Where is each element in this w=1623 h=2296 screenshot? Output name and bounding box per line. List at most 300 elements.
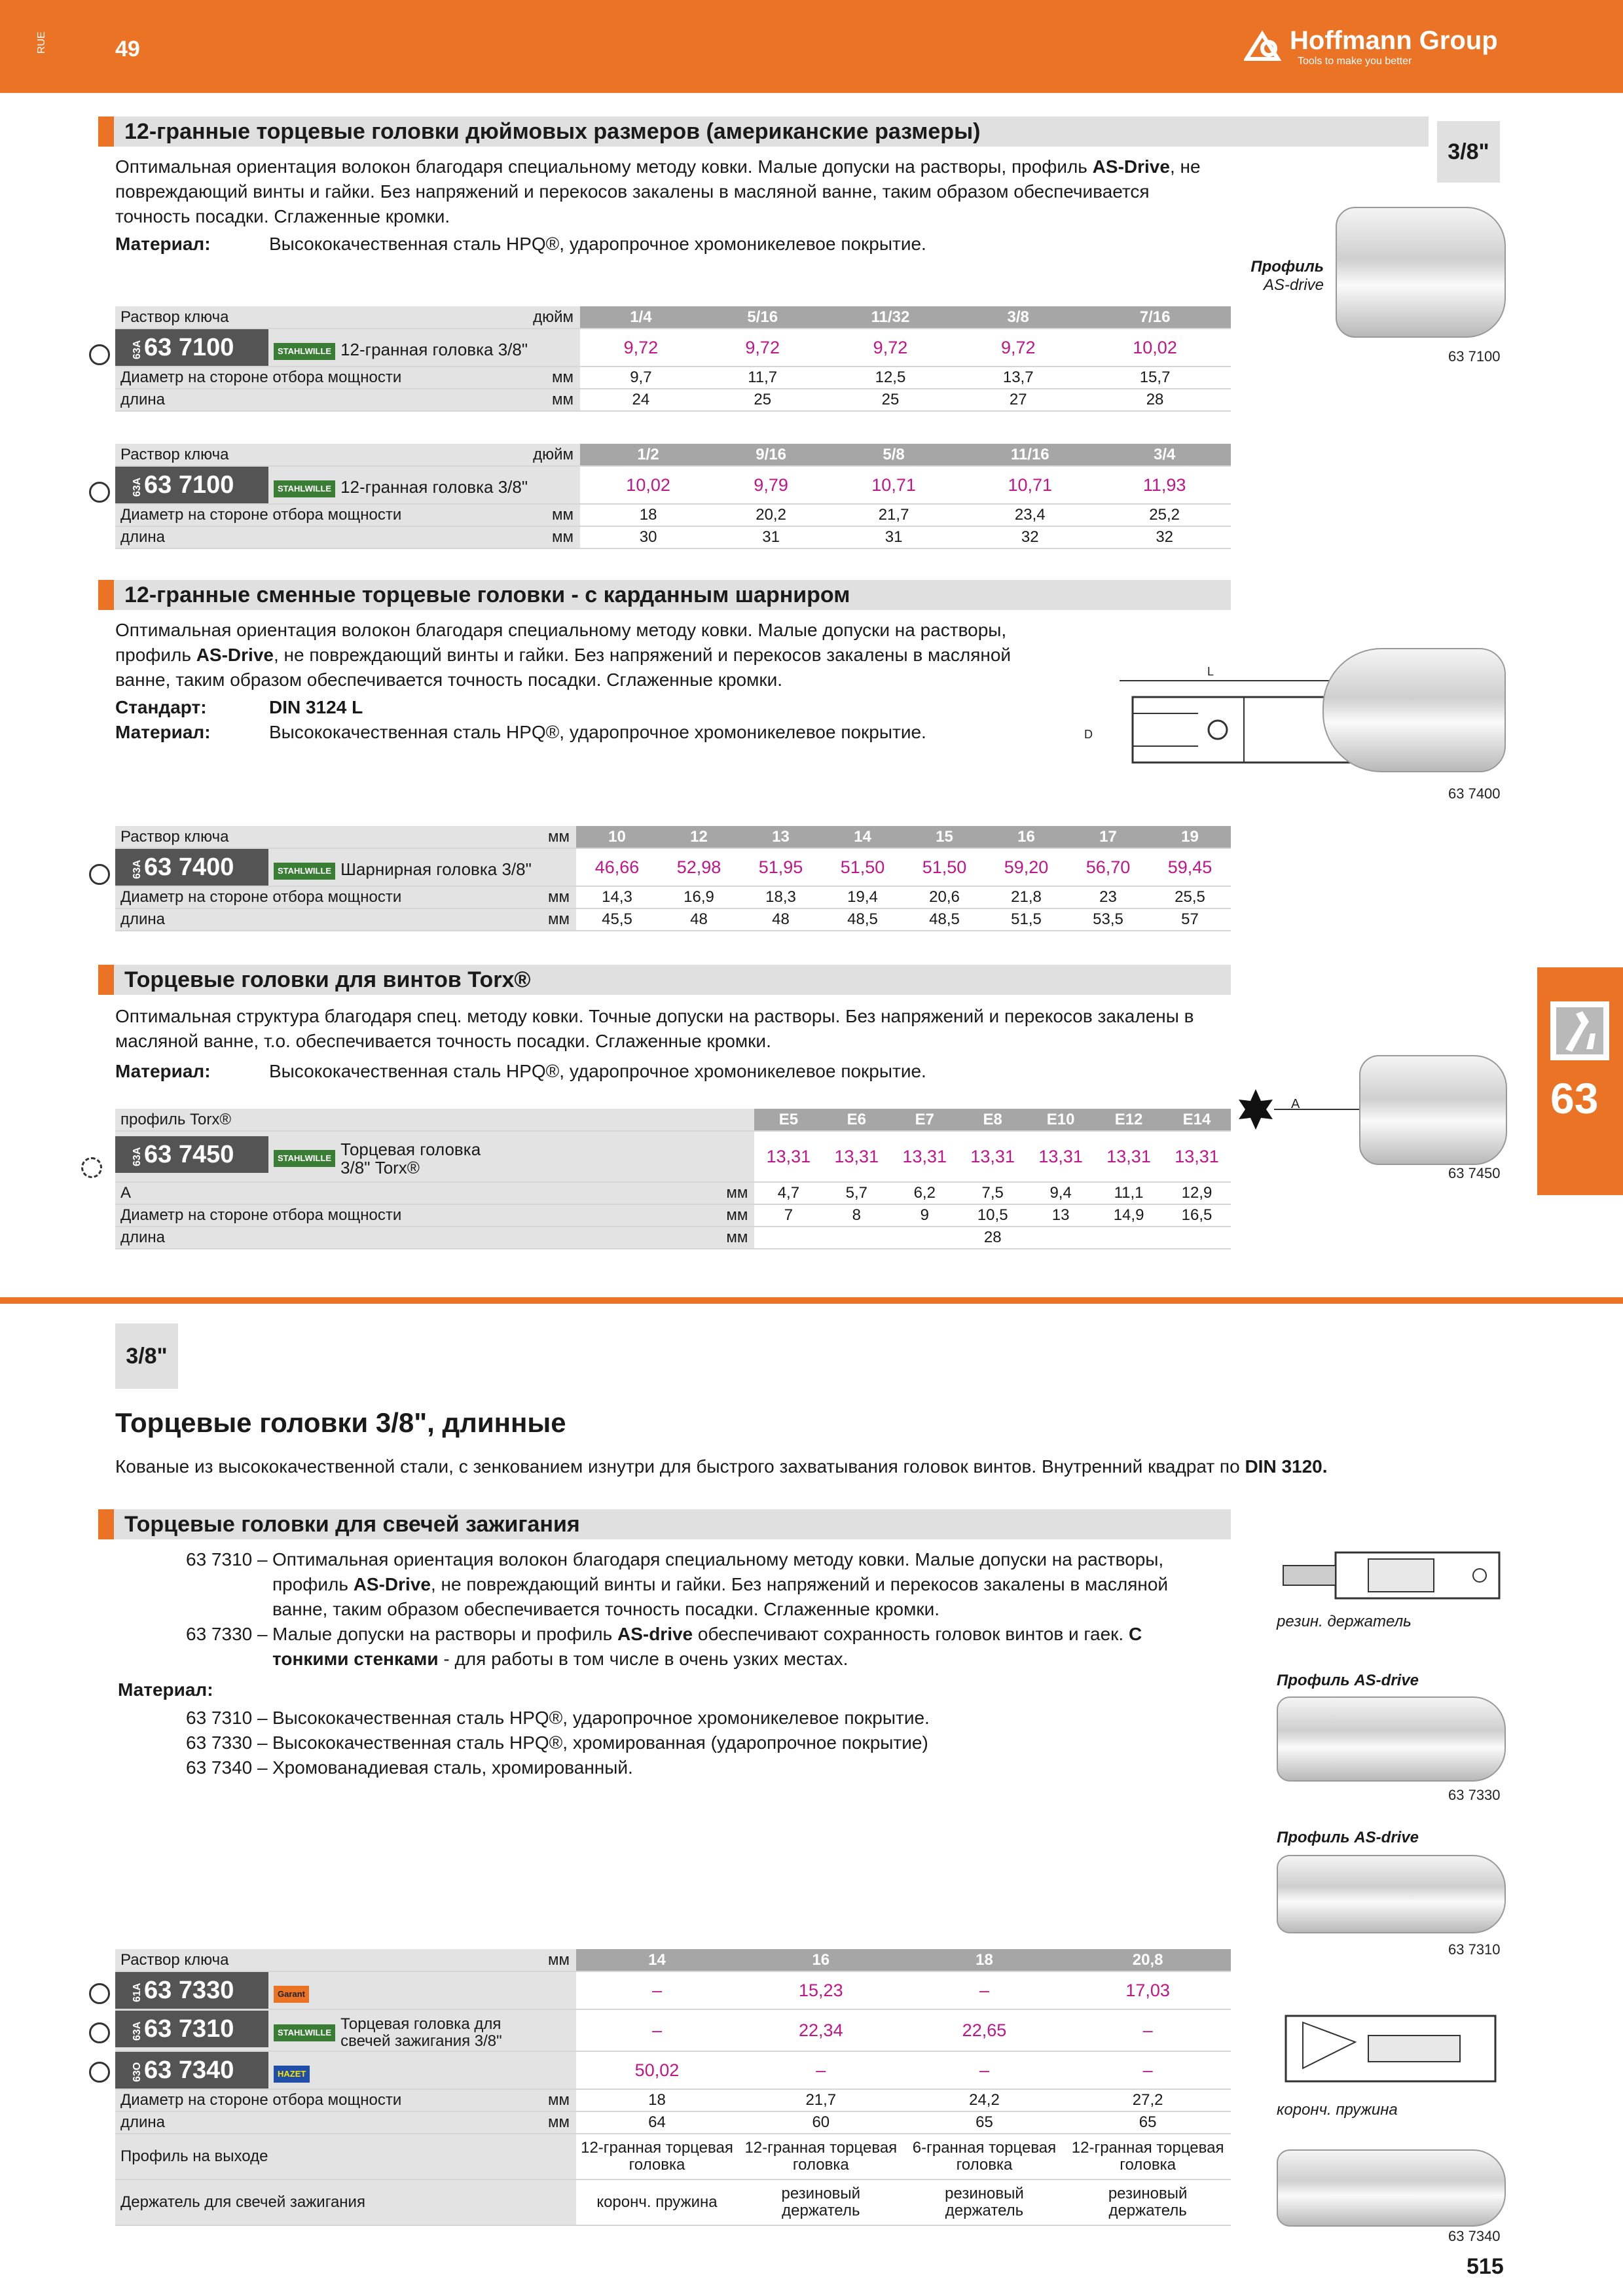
section1-title: 12-гранные торцевые головки дюймовых размеров (американские размеры) — [98, 117, 1429, 147]
table-cell: Раствор ключа — [115, 1949, 456, 1971]
image-caption: 63 7340 — [1448, 2228, 1501, 2244]
text-span: AS-Drive — [1092, 156, 1170, 177]
table-cell: 12-гранная торцевая головка — [576, 2134, 738, 2179]
table-cell: резиновый держатель — [1065, 2179, 1231, 2225]
table-cell: 15,23 — [738, 1971, 904, 2009]
table-cell: 24 — [580, 389, 702, 411]
table-cell: 64 — [576, 2111, 738, 2134]
text-span: , не повреждающий винты и гайки. Без напряжений и перекосов закалены в масляной ванне, таким образом обеспечивается точность посадки. Сглаженные кромки. — [115, 645, 1012, 690]
table-cell: 51,5 — [985, 908, 1067, 931]
product-image-637310 — [1277, 1855, 1506, 1933]
text-span: Малые допуски на растворы и профиль — [272, 1624, 617, 1644]
drive-size-badge: 3/8" — [115, 1323, 178, 1389]
table-cell: мм — [456, 908, 576, 931]
table-cell: 10 — [576, 826, 658, 848]
table-cell: 20,2 — [716, 504, 826, 526]
section1-material — [115, 232, 926, 257]
table-cell: 10,02 — [580, 466, 716, 504]
table-cell: 56,70 — [1067, 848, 1149, 886]
text-span: AS-drive — [1263, 276, 1324, 294]
table-cell: – — [738, 2051, 904, 2089]
image-caption: 63 7100 — [1448, 348, 1501, 365]
section2-description — [115, 618, 1058, 692]
text-span: 61A — [132, 1982, 143, 2002]
text-span: С тонкими стенками — [272, 1624, 1142, 1669]
table-cell: 13,31 — [1095, 1131, 1163, 1182]
table-cell: мм — [456, 367, 580, 389]
text-span: , не повреждающий винты и гайки. Без напряжений и перекосов закалены в масляной ванне, таким образом обеспечивается точность посадки. Сглаженные кромки. — [115, 156, 1201, 226]
table-cell: 30 — [580, 526, 716, 548]
text-span: 63 7330 – — [186, 1624, 268, 1644]
table-cell: 17 — [1067, 826, 1149, 848]
section4-title: Торцевые головки для свечей зажигания — [98, 1509, 1231, 1539]
text-span: Шарнирная головка 3/8" — [340, 859, 532, 879]
text-span: DIN 3120. — [1245, 1456, 1328, 1477]
table-cell: 13,31 — [822, 1131, 890, 1182]
table-cell: 51,95 — [740, 848, 822, 886]
table-cell: мм — [456, 2089, 576, 2111]
brand-logo-stahlwille: STAHLWILLE — [274, 2024, 335, 2041]
text-span: AS-Drive — [353, 1574, 431, 1594]
text-span: 63A — [132, 340, 143, 359]
table-cell: 52,98 — [658, 848, 740, 886]
text-span: Высококачественная сталь HPQ®, ударопрочное хромоникелевое покрытие. — [272, 1708, 930, 1728]
section2-specs — [115, 695, 926, 745]
table-cell: E12 — [1095, 1109, 1163, 1131]
table-cell: 9,79 — [716, 466, 826, 504]
text-span: 63 7310 – — [186, 1549, 268, 1570]
text-span: Высококачественная сталь HPQ®, ударопрочное хромоникелевое покрытие. — [269, 1061, 926, 1081]
table-cell: 57 — [1149, 908, 1231, 931]
product-image-637330 — [1277, 1696, 1506, 1782]
text-span: обеспечивают сохранность головок винтов и гаек. — [693, 1624, 1129, 1644]
table-cell: E5 — [754, 1109, 822, 1131]
section1-description — [115, 154, 1228, 229]
table-cell: 9/16 — [716, 444, 826, 466]
table-cell: 51,50 — [903, 848, 985, 886]
table-cell: 11,93 — [1098, 466, 1231, 504]
table-cell: 13 — [1027, 1204, 1095, 1227]
section3-description: Оптимальная структура благодаря спец. методу ковки. Точные допуски на растворы. Без напряжений и перекосов закалены в масляной ванне, т.о. обеспечивается точность посадки. Сглаженные кромки. — [115, 1006, 1194, 1051]
table-cell: 13,7 — [957, 367, 1079, 389]
table-cell: Диаметр на стороне отбора мощности — [115, 2089, 456, 2111]
table-cell: 53,5 — [1067, 908, 1149, 931]
text-span: 63 7340 — [144, 2056, 234, 2084]
table-cell: 9,72 — [702, 329, 824, 367]
table-cell: 31 — [716, 526, 826, 548]
text-span: Материал: — [115, 722, 211, 742]
rubber-holder-drawing — [1277, 1539, 1506, 1611]
page-number-top: 49 — [115, 37, 140, 62]
text-span: 63A — [132, 1147, 143, 1167]
select-circle[interactable] — [89, 1983, 110, 2004]
profile-label: Профиль AS-drive — [1277, 1672, 1419, 1689]
table-cell: 7,5 — [958, 1182, 1027, 1204]
table-cell: мм — [456, 389, 580, 411]
table-cell: коронч. пружина — [576, 2179, 738, 2225]
brand-logo-stahlwille: STAHLWILLE — [274, 480, 335, 497]
text-span: 63 7330 – — [186, 1732, 268, 1753]
text-span: 63 7340 – — [186, 1757, 268, 1778]
table-cell: 65 — [1065, 2111, 1231, 2134]
table-cell: 18,3 — [740, 886, 822, 908]
section-divider — [0, 1297, 1623, 1304]
section3-material — [115, 1059, 926, 1084]
product-image-637100 — [1336, 207, 1506, 338]
text-span: 63 7310 – — [186, 1708, 268, 1728]
text-span: 63 7310 — [144, 2015, 234, 2043]
table-cell: 13,31 — [890, 1131, 958, 1182]
torx-select-icon[interactable] — [81, 1157, 102, 1178]
table-cell: 10,71 — [826, 466, 962, 504]
table-cell: 28 — [754, 1227, 1231, 1249]
table-cell: длина — [115, 389, 456, 411]
article-number[interactable] — [115, 1972, 268, 2009]
table-cell: 12,5 — [824, 367, 958, 389]
caption-rubber-holder: резин. держатель — [1277, 1613, 1412, 1630]
caption-spring-holder: коронч. пружина — [1277, 2101, 1398, 2119]
text-span: 63 7100 — [144, 334, 234, 361]
table-cell: дюйм — [456, 444, 580, 466]
table-cell — [115, 848, 576, 886]
table-cell: 4,7 — [754, 1182, 822, 1204]
table-cell: дюйм — [456, 306, 580, 329]
price-table-637100-b — [115, 444, 1231, 549]
article-number[interactable] — [115, 329, 268, 366]
table-cell: 11,7 — [702, 367, 824, 389]
table-cell: 9,4 — [1027, 1182, 1095, 1204]
table-cell: 23,4 — [962, 504, 1098, 526]
text-span: Оптимальная ориентация волокон благодаря специальному методу ковки. Малые допуски на растворы, профиль — [115, 620, 1007, 665]
brand-logo-garant: Garant — [274, 1986, 309, 2003]
article-number[interactable] — [115, 1136, 268, 1173]
select-circle[interactable] — [89, 482, 110, 503]
table-cell: 13 — [740, 826, 822, 848]
table-cell: Диаметр на стороне отбора мощности — [115, 367, 456, 389]
text-span: 63 7400 — [144, 853, 234, 881]
table-cell: мм — [693, 1227, 754, 1249]
table-cell: длина — [115, 526, 456, 548]
table-cell: E6 — [822, 1109, 890, 1131]
page-number: 515 — [1467, 2254, 1504, 2279]
table-cell: 15,7 — [1079, 367, 1231, 389]
table-cell: резиновый держатель — [738, 2179, 904, 2225]
table-cell: 12-гранная торцевая головка — [1065, 2134, 1231, 2179]
table-cell: 31 — [826, 526, 962, 548]
table-cell: 48,5 — [903, 908, 985, 931]
article-number[interactable] — [115, 2011, 268, 2047]
table-cell — [115, 466, 580, 504]
text-span: DIN 3124 L — [269, 697, 363, 717]
profile-label: Профиль AS-drive — [1277, 1829, 1419, 1846]
text-span: Торцевая головка 3/8" Torx® — [340, 1139, 481, 1177]
text-span: Стандарт: — [115, 697, 207, 717]
text-span: 63O — [132, 2062, 143, 2082]
text-span: Кованые из высококачественной стали, с зенкованием изнутри для быстрого захватывания головок винтов. Внутренний квадрат по — [115, 1456, 1245, 1477]
brand-logo — [1244, 26, 1498, 67]
text-span: Материал: — [115, 234, 211, 254]
table-cell: 23 — [1067, 886, 1149, 908]
table-cell: E14 — [1163, 1109, 1231, 1131]
table-cell: Держатель для свечей зажигания — [115, 2179, 576, 2225]
image-caption: 63 7310 — [1448, 1941, 1501, 1958]
table-cell: 17,03 — [1065, 1971, 1231, 2009]
table-cell: Раствор ключа — [115, 306, 456, 329]
table-cell: – — [1065, 2009, 1231, 2051]
section4-heading: Торцевые головки 3/8", длинные — [115, 1407, 566, 1438]
product-image-637340 — [1277, 2149, 1506, 2227]
text-span: - для работы в том числе в очень узких местах. — [438, 1649, 848, 1669]
text-span: Высококачественная сталь HPQ®, хромированная (ударопрочное покрытие) — [272, 1732, 928, 1753]
table-cell: 1/2 — [580, 444, 716, 466]
table-cell: 10,02 — [1079, 329, 1231, 367]
table-cell: 7/16 — [1079, 306, 1231, 329]
table-cell: 48,5 — [822, 908, 903, 931]
table-cell: длина — [115, 908, 456, 931]
tools-icon — [1550, 1001, 1609, 1060]
table-cell: 20,8 — [1065, 1949, 1231, 1971]
section4-intro — [115, 1454, 1556, 1479]
table-cell: 9,72 — [957, 329, 1079, 367]
table-cell: 48 — [658, 908, 740, 931]
select-circle[interactable] — [89, 2062, 110, 2083]
price-table-spark-plug — [115, 1949, 1231, 2226]
dim-L-label: L — [1207, 665, 1214, 678]
table-cell: – — [904, 1971, 1065, 2009]
text-span: 63A — [132, 2021, 143, 2041]
table-cell: 5/8 — [826, 444, 962, 466]
table-cell: 16 — [738, 1949, 904, 1971]
text-span: Хромованадиевая сталь, хромированный. — [272, 1757, 633, 1778]
table-cell: длина — [115, 2111, 456, 2134]
table-cell: 5/16 — [702, 306, 824, 329]
table-cell: мм — [456, 886, 576, 908]
table-cell: 11/32 — [824, 306, 958, 329]
hoffmann-logo-icon — [1244, 30, 1290, 63]
table-cell: A — [115, 1182, 693, 1204]
table-cell: 18 — [576, 2089, 738, 2111]
table-cell: 59,45 — [1149, 848, 1231, 886]
table-cell: мм — [456, 1949, 576, 1971]
table-cell: 10,5 — [958, 1204, 1027, 1227]
table-cell: 46,66 — [576, 848, 658, 886]
section4-descriptions — [186, 1547, 1214, 1672]
text-span: AS-Drive — [196, 645, 274, 665]
table-cell: 19,4 — [822, 886, 903, 908]
table-cell — [115, 2009, 576, 2051]
section2-title: 12-гранные сменные торцевые головки - с карданным шарниром — [98, 580, 1231, 610]
table-cell: 9,72 — [824, 329, 958, 367]
table-cell: 48 — [740, 908, 822, 931]
table-cell: 11,1 — [1095, 1182, 1163, 1204]
table-cell: 7 — [754, 1204, 822, 1227]
table-cell: Диаметр на стороне отбора мощности — [115, 504, 456, 526]
table-cell — [115, 1971, 576, 2009]
table-cell: 21,8 — [985, 886, 1067, 908]
table-cell: длина — [115, 1227, 693, 1249]
table-cell — [115, 2051, 576, 2089]
dim-D-label: D — [1084, 728, 1093, 741]
text-span: Материал: — [115, 1061, 211, 1081]
price-table-637100-a — [115, 306, 1231, 412]
brand-logo-hazet: HAZET — [274, 2066, 310, 2083]
table-cell: 3/8 — [957, 306, 1079, 329]
text-span: Высококачественная сталь HPQ®, ударопрочное хромоникелевое покрытие. — [269, 722, 926, 742]
table-cell: мм — [693, 1182, 754, 1204]
table-cell: мм — [456, 504, 580, 526]
text-span: Оптимальная ориентация волокон благодаря специальному методу ковки. Малые допуски на растворы, профиль — [115, 156, 1093, 177]
brand-logo-stahlwille: STAHLWILLE — [274, 1150, 335, 1167]
profile-label — [1236, 258, 1324, 295]
table-cell: 13,31 — [1027, 1131, 1095, 1182]
table-cell: 10,71 — [962, 466, 1098, 504]
brand-logo-stahlwille: STAHLWILLE — [274, 343, 335, 360]
table-cell: 12 — [658, 826, 740, 848]
table-cell: 16 — [985, 826, 1067, 848]
table-cell: 51,50 — [822, 848, 903, 886]
table-cell: 16,5 — [1163, 1204, 1231, 1227]
text-span: AS-drive — [617, 1624, 693, 1644]
text-span: 12-гранная головка 3/8" — [340, 340, 528, 359]
table-cell: 1/4 — [580, 306, 702, 329]
select-circle[interactable] — [89, 864, 110, 885]
table-cell: 21,7 — [738, 2089, 904, 2111]
table-cell: 50,02 — [576, 2051, 738, 2089]
table-cell — [115, 329, 580, 367]
table-cell: 28 — [1079, 389, 1231, 411]
table-cell: резиновый держатель — [904, 2179, 1065, 2225]
table-cell: 27,2 — [1065, 2089, 1231, 2111]
table-cell: профиль Torx® — [115, 1109, 754, 1131]
table-cell: 59,20 — [985, 848, 1067, 886]
table-cell: Раствор ключа — [115, 444, 456, 466]
table-cell: 14,9 — [1095, 1204, 1163, 1227]
text-span: Высококачественная сталь HPQ®, ударопрочное хромоникелевое покрытие. — [269, 234, 926, 254]
table-cell: 24,2 — [904, 2089, 1065, 2111]
table-cell: – — [904, 2051, 1065, 2089]
table-cell: – — [576, 1971, 738, 2009]
table-cell: 8 — [822, 1204, 890, 1227]
spring-holder-drawing — [1277, 2003, 1506, 2094]
table-cell: 11/16 — [962, 444, 1098, 466]
table-cell: 60 — [738, 2111, 904, 2134]
image-caption: 63 7450 — [1448, 1165, 1501, 1181]
section4-materials — [186, 1706, 1214, 1780]
drive-size-badge: 3/8" — [1437, 121, 1500, 183]
language-code: RUE — [36, 31, 47, 54]
select-circle[interactable] — [89, 344, 110, 365]
table-cell: E8 — [958, 1109, 1027, 1131]
table-cell: 18 — [580, 504, 716, 526]
table-cell: Профиль на выходе — [115, 2134, 576, 2179]
brand-tagline: Tools to make you better — [1298, 56, 1412, 67]
table-cell: 12,9 — [1163, 1182, 1231, 1204]
table-cell: мм — [456, 826, 576, 848]
table-cell: 3/4 — [1098, 444, 1231, 466]
table-cell: мм — [456, 2111, 576, 2134]
table-cell: 25,5 — [1149, 886, 1231, 908]
table-cell: Раствор ключа — [115, 826, 456, 848]
chapter-number: 63 — [1550, 1074, 1599, 1122]
article-number[interactable] — [115, 467, 268, 503]
table-cell: Диаметр на стороне отбора мощности — [115, 886, 456, 908]
text-span: 63 7330 — [144, 1977, 234, 2004]
dim-A-label: A — [1291, 1097, 1300, 1111]
table-cell: мм — [693, 1204, 754, 1227]
table-cell: 65 — [904, 2111, 1065, 2134]
table-cell: 25 — [702, 389, 824, 411]
table-cell: – — [1065, 2051, 1231, 2089]
article-number[interactable] — [115, 2052, 268, 2089]
table-cell: 20,6 — [903, 886, 985, 908]
table-cell: 9 — [890, 1204, 958, 1227]
text-span: 63 7450 — [144, 1141, 234, 1169]
text-span: 63 7100 — [144, 471, 234, 499]
table-cell: E7 — [890, 1109, 958, 1131]
table-cell — [115, 1131, 754, 1182]
text-span: 12-гранная головка 3/8" — [340, 477, 528, 497]
table-cell: 6,2 — [890, 1182, 958, 1204]
product-image-637450 — [1359, 1055, 1507, 1165]
table-cell: 13,31 — [754, 1131, 822, 1182]
table-cell: 21,7 — [826, 504, 962, 526]
table-cell: 13,31 — [958, 1131, 1027, 1182]
table-cell: мм — [456, 526, 580, 548]
section4-material-key: Материал: — [118, 1679, 213, 1700]
price-table-637450 — [115, 1109, 1231, 1249]
select-circle[interactable] — [89, 2022, 110, 2043]
table-cell: 14,3 — [576, 886, 658, 908]
table-cell: – — [576, 2009, 738, 2051]
table-cell: 32 — [962, 526, 1098, 548]
table-cell: E10 — [1027, 1109, 1095, 1131]
table-cell: 9,7 — [580, 367, 702, 389]
text-span — [272, 1547, 1214, 1622]
article-number[interactable] — [115, 849, 268, 886]
text-span: Торцевая головка для свечей зажигания 3/8" — [340, 2015, 502, 2050]
text-span: , не повреждающий винты и гайки. Без напряжений и перекосов закалены в масляной ванне, таким образом обеспечивается точность посадки. Сглаженные кромки. — [272, 1574, 1169, 1619]
table-cell: 25,2 — [1098, 504, 1231, 526]
table-cell: 14 — [822, 826, 903, 848]
table-cell: 12-гранная торцевая головка — [738, 2134, 904, 2179]
table-cell: 13,31 — [1163, 1131, 1231, 1182]
table-cell: 5,7 — [822, 1182, 890, 1204]
section3-title: Торцевые головки для винтов Torx® — [98, 965, 1231, 995]
image-caption: 63 7330 — [1448, 1787, 1501, 1803]
table-cell: 45,5 — [576, 908, 658, 931]
product-image-637400 — [1322, 648, 1506, 772]
table-cell: 25 — [824, 389, 958, 411]
table-cell: 15 — [903, 826, 985, 848]
table-cell: 18 — [904, 1949, 1065, 1971]
torx-star-icon — [1237, 1086, 1368, 1136]
table-cell: 22,65 — [904, 2009, 1065, 2051]
table-cell: 27 — [957, 389, 1079, 411]
brand-name: Hoffmann Group — [1290, 26, 1498, 55]
text-span: Профиль — [1250, 258, 1324, 276]
brand-logo-stahlwille: STAHLWILLE — [274, 863, 335, 880]
text-span: Оптимальная ориентация волокон благодаря специальному методу ковки. Малые допуски на растворы, профиль — [272, 1549, 1164, 1594]
text-span: 63A — [132, 859, 143, 879]
text-span: 63A — [132, 477, 143, 497]
text-span — [272, 1622, 1214, 1672]
table-cell: 16,9 — [658, 886, 740, 908]
table-cell: 14 — [576, 1949, 738, 1971]
table-cell: 19 — [1149, 826, 1231, 848]
table-cell: 22,34 — [738, 2009, 904, 2051]
price-table-637400 — [115, 826, 1231, 931]
table-cell: 32 — [1098, 526, 1231, 548]
